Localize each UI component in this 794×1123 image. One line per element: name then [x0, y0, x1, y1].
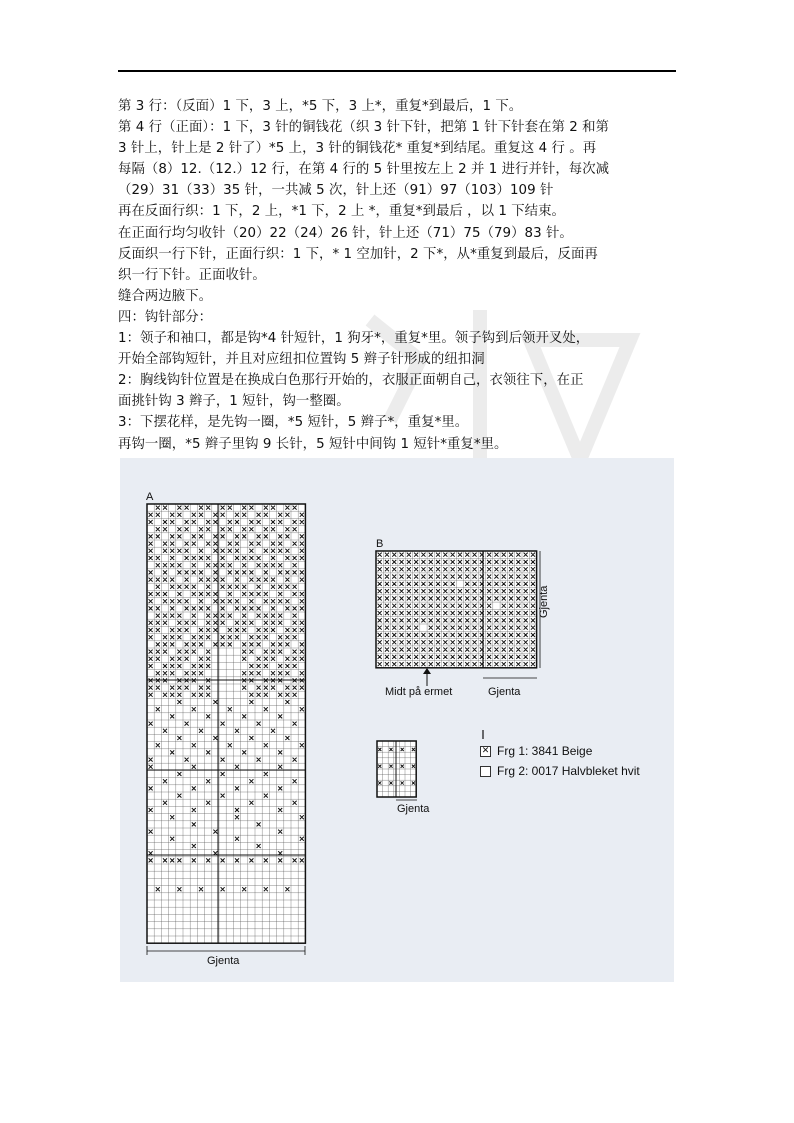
chart-b-grid [376, 551, 537, 668]
text-line: 3 针上，针上是 2 针了）*5 上，3 针的铜钱花* 重复*到结尾。重复这 4 行 。再 [118, 141, 597, 157]
text-line: 缝合两边腋下。 [118, 288, 213, 304]
legend-item-color-1 [480, 744, 592, 758]
text-line: 2：胸线钩针位置是在换成白色那行开始的，衣服正面朝自己，衣领往下，在正 [118, 373, 584, 389]
legend-text: Frg 2: 0017 Halvbleket hvit [497, 764, 640, 778]
text-line: 再钩一圈，*5 辫子里钩 9 长针，5 短针中间钩 1 短针*重复*里。 [118, 436, 508, 452]
text-line: 第 3 行：（反面）1 下，3 上，*5 下，3 上*，重复*到最后，1 下。 [118, 99, 523, 114]
text-line: 四：钩针部分： [118, 309, 213, 325]
chart-b-middle-label: Midt på ermet [385, 686, 453, 698]
text-line: 再在反面行织：1 下，2 上，*1 下，2 上 *，重复*到最后 ，以 1 下结束。 [118, 204, 565, 220]
chart-b-label: B [376, 538, 384, 550]
text-line: 开始全部钩短针，并且对应纽扣位置钩 5 辫子针形成的纽扣洞 [118, 352, 485, 368]
chart-a-label: A [146, 491, 154, 503]
text-line: 每隔（8）12.（12.）12 行，在第 4 行的 5 针里按左上 2 并 1 进行并针，每次减 [118, 162, 610, 178]
chart-a-grid [147, 504, 305, 943]
text-line: 在正面行均匀收针（20）22（24）26 针，针上还（71）75（79）83 针。 [118, 225, 573, 241]
legend-item-color-2 [480, 764, 640, 778]
small-chart-grid [377, 741, 416, 797]
cross-swatch-icon: ✕ [481, 745, 490, 756]
chart-b-side-label: Gjenta [538, 585, 550, 618]
top-rule [118, 70, 676, 72]
legend-text: Frg 1: 3841 Beige [497, 744, 593, 758]
knitting-charts-panel [120, 458, 674, 982]
chart-a-repeat-label: Gjenta [207, 955, 240, 967]
small-chart-repeat-label: Gjenta [397, 803, 430, 815]
text-line: 反面织一行下针，正面行织：1 下，* 1 空加针，2 下*，从*重复到最后，反面再 [118, 246, 598, 262]
text-line: （29）31（33）35 针，一共减 5 次，针上还（91）97（103）109 针 [118, 183, 554, 199]
chart-b-repeat-label: Gjenta [488, 686, 521, 698]
text-line: 织一行下针。正面收针。 [118, 267, 266, 283]
text-line: 3：下摆花样，是先钩一圈，*5 短针，5 辫子*，重复*里。 [118, 415, 469, 431]
charts-drawing [120, 458, 674, 982]
chart-b-arrow-head-icon [423, 668, 431, 674]
text-line: 面挑针钩 3 辫子，1 短针，钩一整圈。 [118, 394, 350, 410]
text-line: 1：领子和袖口，都是钩*4 针短针，1 狗牙*，重复*里。领子钩到后领开叉处， [118, 331, 590, 347]
empty-swatch-icon [480, 766, 491, 777]
text-line: 第 4 行（正面）：1 下，3 针的铜钱花（织 3 针下针，把第 1 针下针套在第 2 和第 [118, 120, 609, 136]
